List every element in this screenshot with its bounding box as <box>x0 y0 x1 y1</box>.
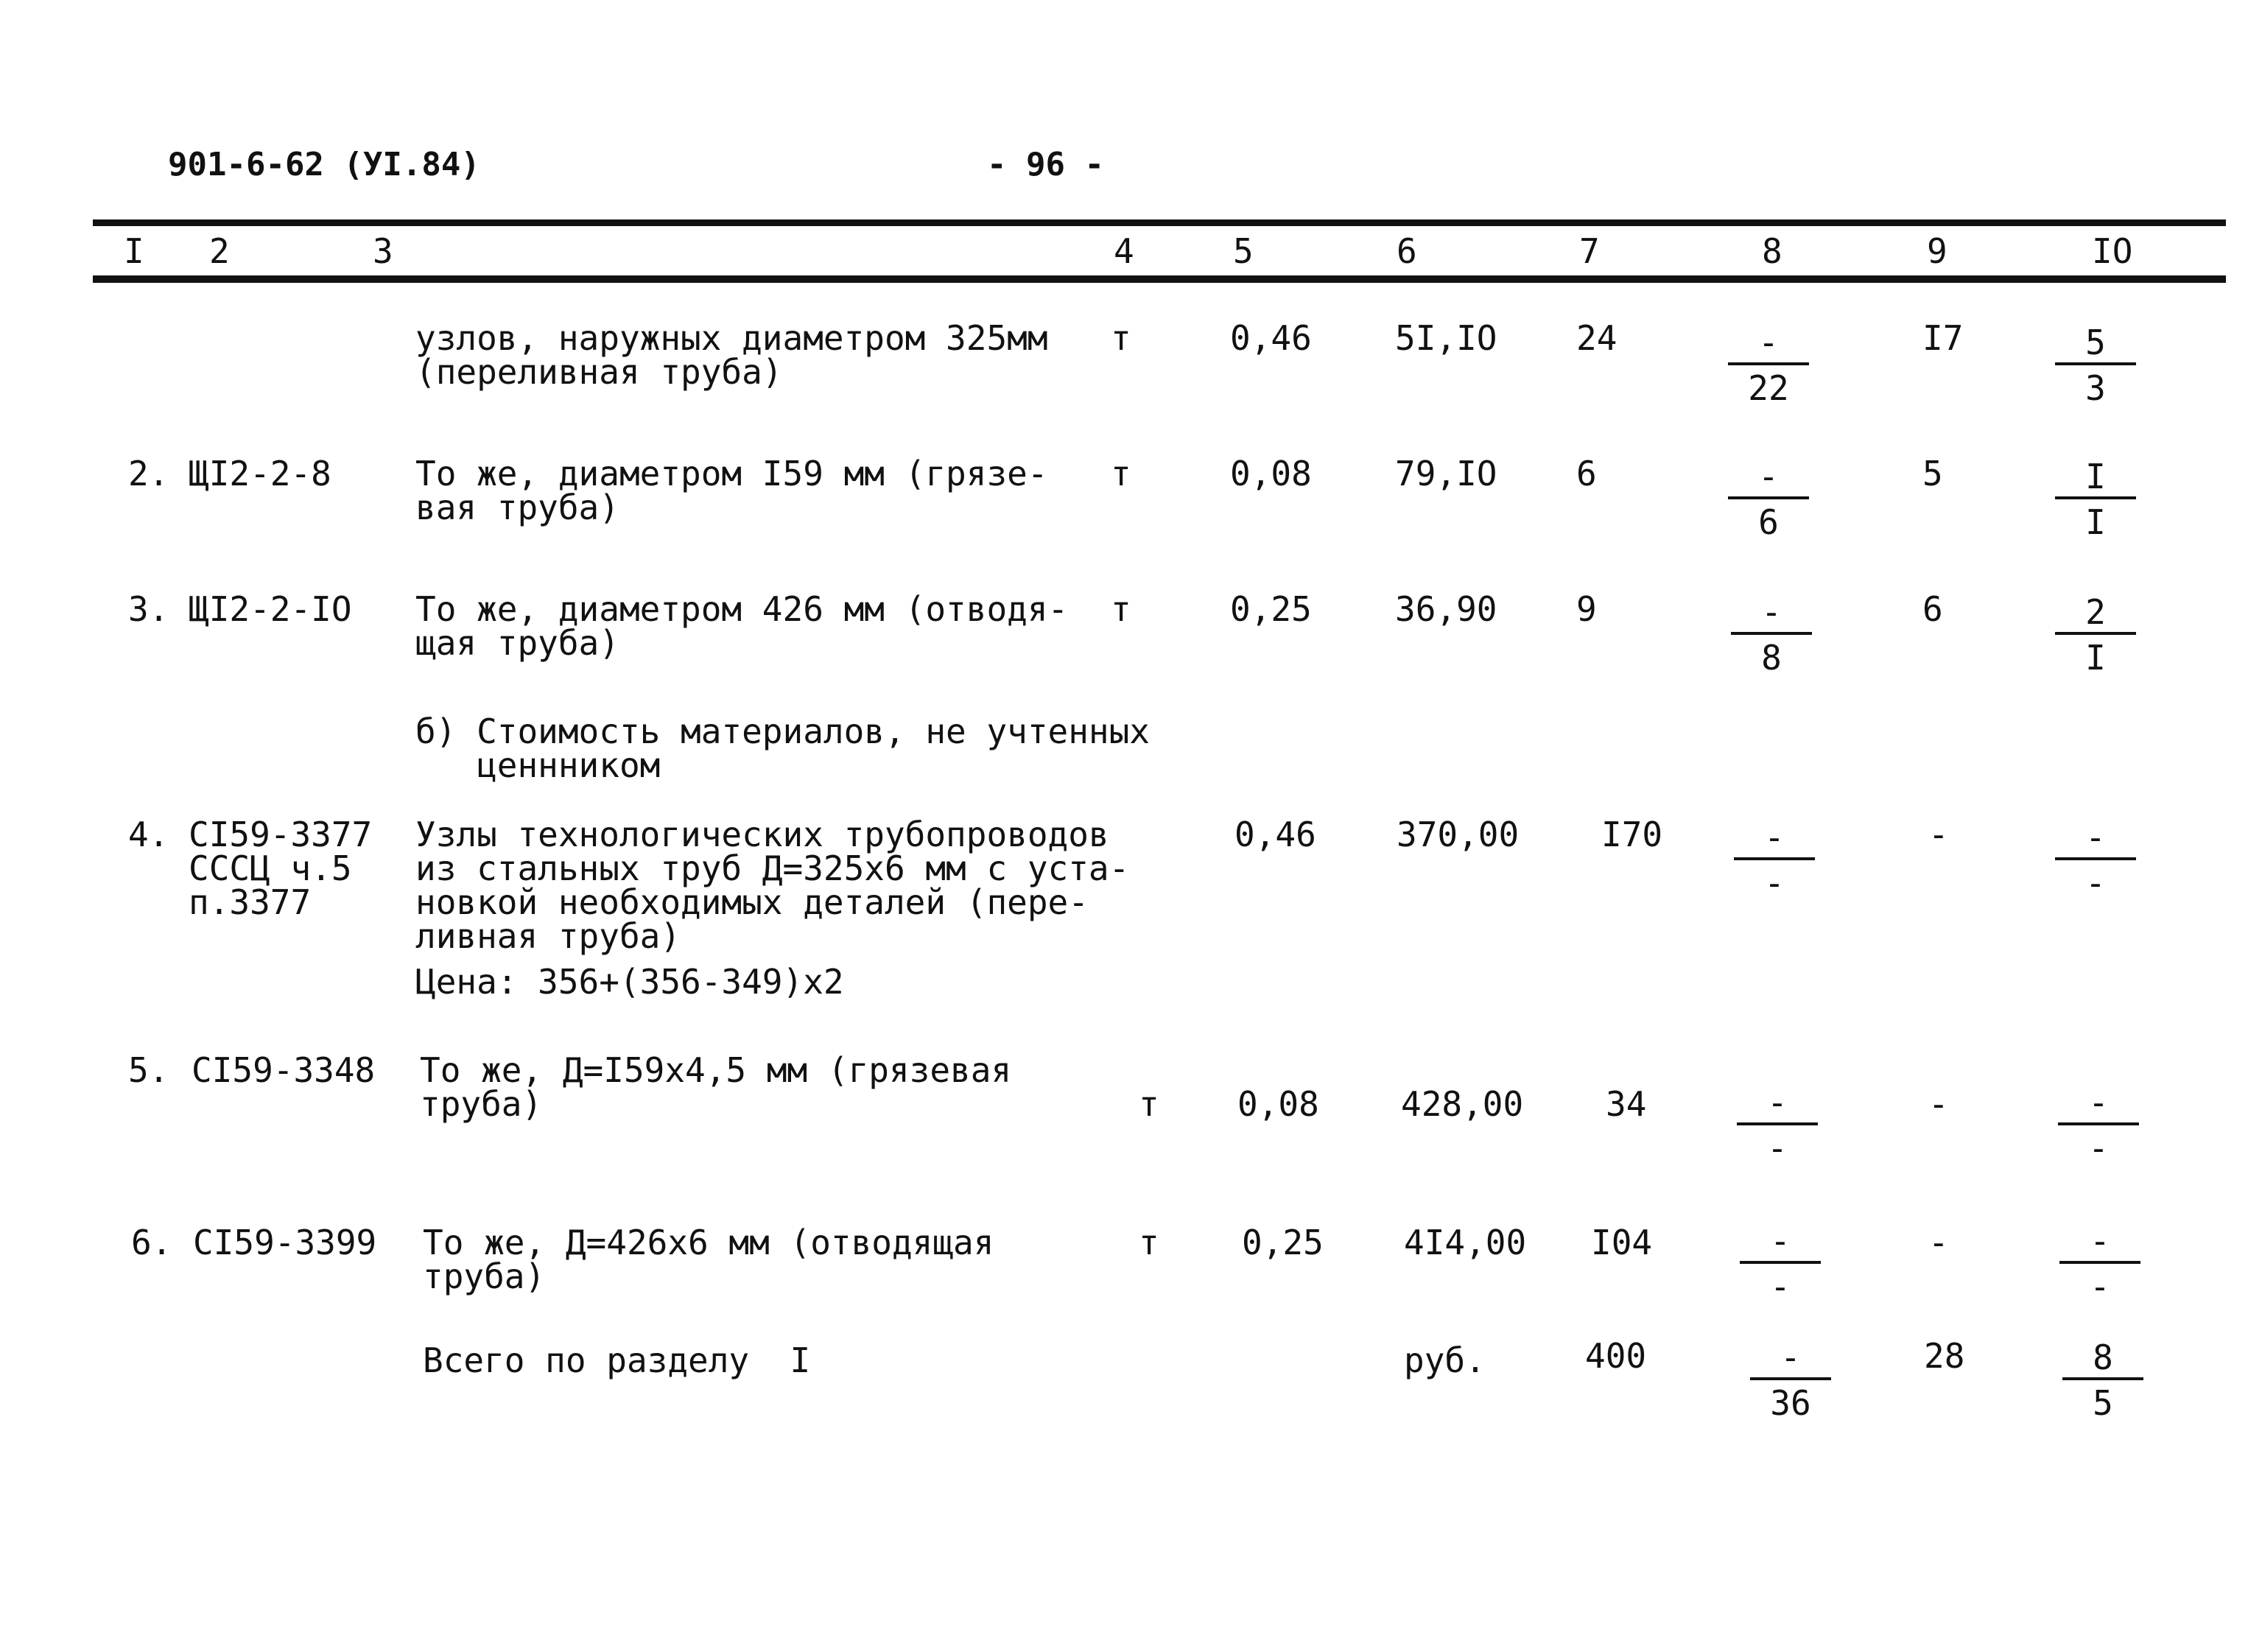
row-quantity: 0,08 <box>1237 1084 1319 1124</box>
row-col9: - <box>1928 1223 1949 1262</box>
row-number: 3. <box>128 589 169 629</box>
fraction-denominator: - <box>1770 1267 1791 1307</box>
row-price: 428,00 <box>1401 1084 1524 1124</box>
table-top-rule <box>93 219 2226 226</box>
fraction-denominator: 8 <box>1761 638 1782 678</box>
totals-col9: 28 <box>1924 1336 1965 1376</box>
row-quantity: 0,08 <box>1230 454 1312 493</box>
fraction-numerator: I <box>2085 457 2106 496</box>
row-price: 5I,IO <box>1395 318 1497 358</box>
fraction-numerator: - <box>1780 1338 1801 1377</box>
column-number-3: 3 <box>373 231 393 271</box>
row-description: То же, Д=426х6 мм (отводящая труба) <box>423 1223 994 1296</box>
row-unit: т <box>1111 318 1131 358</box>
row-number: 4. <box>128 815 169 854</box>
column-number-1: I <box>124 231 144 271</box>
row-total: I70 <box>1601 815 1663 854</box>
column-number-2: 2 <box>209 231 230 271</box>
fraction-bar <box>1750 1377 1831 1380</box>
fraction-denominator: - <box>2090 1267 2110 1307</box>
row-quantity: 0,46 <box>1234 815 1316 854</box>
section-note: б) Стоимость материалов, не учтенных ценнником <box>415 711 1150 785</box>
row-unit: т <box>1139 1084 1159 1124</box>
column-number-10: IO <box>2092 231 2133 271</box>
row-col8-fraction <box>1728 458 1809 541</box>
row-total: 24 <box>1576 318 1618 358</box>
row-col10-fraction <box>2055 819 2136 901</box>
row-col9: 5 <box>1922 454 1943 493</box>
fraction-numerator: - <box>2085 818 2106 857</box>
row-unit: т <box>1139 1223 1159 1262</box>
fraction-numerator: 8 <box>2093 1338 2113 1377</box>
fraction-bar <box>1728 496 1809 499</box>
row-description: То же, Д=I59х4,5 мм (грязевая труба) <box>420 1050 1012 1124</box>
fraction-denominator: I <box>2085 502 2106 542</box>
row-code: ЩI2-2-8 <box>189 454 331 493</box>
row-price: 4I4,00 <box>1404 1223 1527 1262</box>
column-number-8: 8 <box>1762 231 1782 271</box>
row-col8-fraction <box>1728 324 1809 407</box>
fraction-numerator: - <box>1767 1083 1788 1122</box>
fraction-bar <box>1740 1261 1821 1264</box>
row-number: 6. <box>131 1223 172 1262</box>
column-number-7: 7 <box>1579 231 1600 271</box>
table-header-rule <box>93 275 2226 283</box>
fraction-bar <box>1737 1122 1818 1125</box>
row-col10-fraction <box>2055 324 2136 407</box>
column-number-6: 6 <box>1397 231 1417 271</box>
fraction-denominator: - <box>2085 863 2106 903</box>
row-col8-fraction <box>1734 819 1815 901</box>
row-col10-fraction <box>2055 458 2136 541</box>
fraction-denominator: 6 <box>1758 502 1779 542</box>
fraction-numerator: - <box>1761 592 1782 632</box>
fraction-bar <box>1728 362 1809 365</box>
fraction-bar <box>2055 496 2136 499</box>
column-number-4: 4 <box>1114 231 1134 271</box>
column-number-9: 9 <box>1927 231 1947 271</box>
row-total: I04 <box>1591 1223 1653 1262</box>
row-code: ЩI2-2-IO <box>189 589 352 629</box>
row-price: 370,00 <box>1397 815 1520 854</box>
fraction-bar <box>1731 632 1812 635</box>
fraction-denominator: - <box>1767 1128 1788 1168</box>
row-description: узлов, наружных диаметром 325мм (переливная труба) <box>415 318 1048 392</box>
row-total: 34 <box>1606 1084 1647 1124</box>
fraction-numerator: 5 <box>2085 323 2106 362</box>
fraction-denominator: 22 <box>1748 368 1789 408</box>
row-col8-fraction <box>1740 1223 1821 1305</box>
page-number: - 96 - <box>987 146 1104 183</box>
row-number: 2. <box>128 454 169 493</box>
fraction-denominator: - <box>1764 863 1785 903</box>
row-col10-fraction <box>2055 594 2136 676</box>
fraction-numerator: 2 <box>2085 592 2106 632</box>
row-unit: т <box>1111 454 1131 493</box>
row-quantity: 0,46 <box>1230 318 1312 358</box>
fraction-bar <box>2055 857 2136 860</box>
row-price: 79,IO <box>1395 454 1497 493</box>
row-col9: - <box>1928 1084 1949 1124</box>
row-col9: 6 <box>1922 589 1943 629</box>
row-total: 6 <box>1576 454 1597 493</box>
fraction-numerator: - <box>2090 1221 2110 1261</box>
row-price-note: Цена: 356+(356-349)х2 <box>415 962 844 1002</box>
row-price: 36,90 <box>1395 589 1497 629</box>
row-col8-fraction <box>1737 1084 1818 1167</box>
row-quantity: 0,25 <box>1242 1223 1324 1262</box>
row-code: CI59-3348 <box>192 1050 376 1090</box>
fraction-bar <box>2055 632 2136 635</box>
fraction-denominator: 36 <box>1770 1383 1811 1423</box>
row-number: 5. <box>128 1050 169 1090</box>
fraction-denominator: I <box>2085 638 2106 678</box>
row-col8-fraction <box>1731 594 1812 676</box>
totals-col10-fraction <box>2062 1339 2143 1421</box>
column-number-5: 5 <box>1233 231 1254 271</box>
row-col10-fraction <box>2059 1223 2140 1305</box>
totals-amount: 400 <box>1585 1336 1647 1376</box>
row-col9: I7 <box>1922 318 1964 358</box>
fraction-denominator: - <box>2088 1128 2109 1168</box>
row-code: CI59-3399 <box>193 1223 377 1262</box>
fraction-bar <box>2059 1261 2140 1264</box>
fraction-numerator: - <box>1758 457 1779 496</box>
row-code: CI59-3377 СССЦ ч.5 п.3377 <box>189 815 373 922</box>
fraction-bar <box>2058 1122 2139 1125</box>
fraction-bar <box>2062 1377 2143 1380</box>
row-col10-fraction <box>2058 1084 2139 1167</box>
totals-label: Всего по разделу I <box>423 1340 811 1380</box>
document-code: 901-6-62 (УI.84) <box>168 146 480 183</box>
totals-col8-fraction <box>1750 1339 1831 1421</box>
row-description: Узлы технологических трубопроводов из стальных труб Д=325х6 мм с уста- новкой необходимых деталей (пере- ливная труба) <box>415 815 1130 956</box>
fraction-bar <box>2055 362 2136 365</box>
fraction-numerator: - <box>1770 1221 1791 1261</box>
totals-currency: руб. <box>1404 1340 1486 1380</box>
fraction-bar <box>1734 857 1815 860</box>
fraction-numerator: - <box>1764 818 1785 857</box>
fraction-numerator: - <box>1758 323 1779 362</box>
fraction-denominator: 5 <box>2093 1383 2113 1423</box>
row-unit: т <box>1111 589 1131 629</box>
row-description: То же, диаметром I59 мм (грязе- вая труба) <box>415 454 1048 527</box>
fraction-numerator: - <box>2088 1083 2109 1122</box>
row-quantity: 0,25 <box>1230 589 1312 629</box>
row-total: 9 <box>1576 589 1597 629</box>
row-description: То же, диаметром 426 мм (отводя- щая труба) <box>415 589 1069 663</box>
row-col9: - <box>1928 815 1949 854</box>
fraction-denominator: 3 <box>2085 368 2106 408</box>
